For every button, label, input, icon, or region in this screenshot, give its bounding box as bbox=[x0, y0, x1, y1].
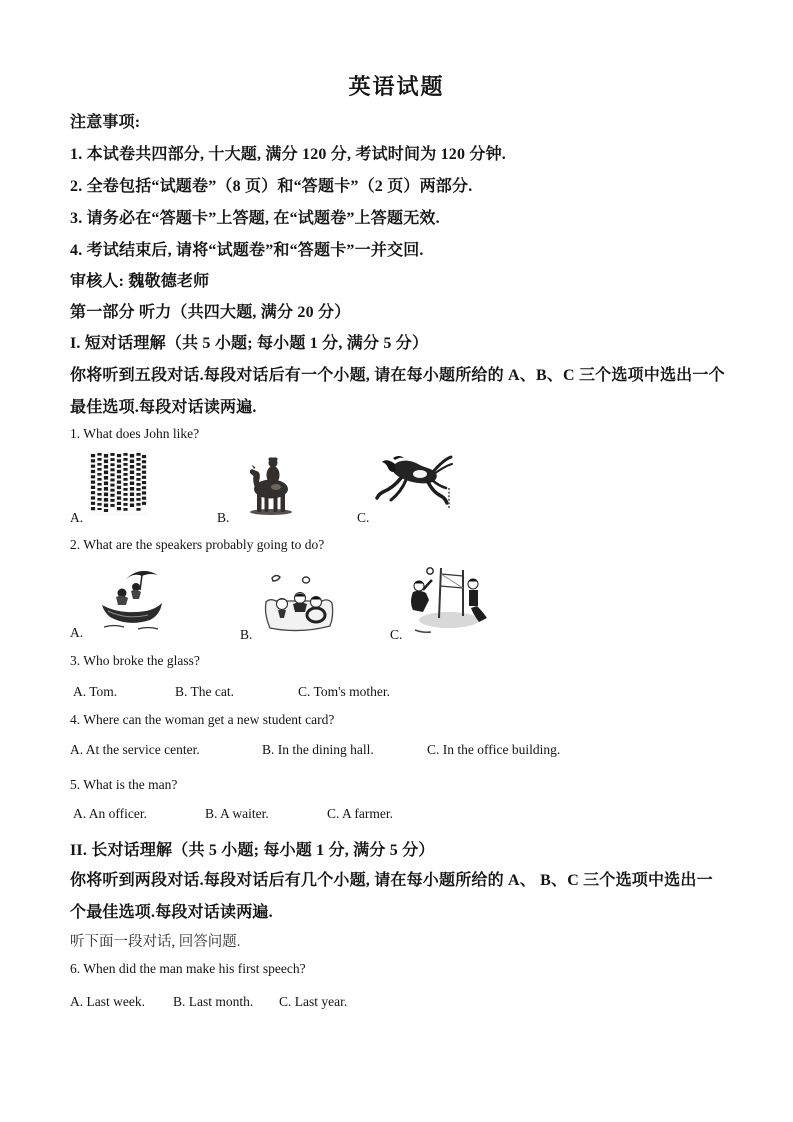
chinese-calligraphy-image bbox=[88, 450, 148, 516]
page-title: 英语试题 bbox=[348, 74, 445, 99]
question-1-picture-row bbox=[70, 448, 730, 538]
question-3-options bbox=[70, 684, 730, 702]
question-4-option-a: A. At the service center. bbox=[70, 742, 200, 757]
question-6-option-a: A. Last week. bbox=[70, 994, 145, 1009]
question-2-option-c-label: C. bbox=[390, 627, 403, 642]
question-3-text: 3. Who broke the glass? bbox=[70, 653, 200, 668]
question-4-options bbox=[70, 742, 730, 760]
question-3-option-c: C. Tom's mother. bbox=[298, 684, 390, 699]
section1-heading: I. 短对话理解（共 5 小题; 每小题 1 分, 满分 5 分） bbox=[70, 335, 429, 352]
question-1-text: 1. What does John like? bbox=[70, 426, 200, 441]
question-2-text: 2. What are the speakers probably going to do? bbox=[70, 537, 325, 552]
reviewer-line: 审核人: 魏敬德老师 bbox=[70, 273, 210, 290]
question-1-option-b-label: B. bbox=[217, 510, 230, 525]
question-3-option-a: A. Tom. bbox=[73, 684, 118, 699]
children-playing-volleyball-net-image bbox=[403, 556, 491, 638]
notice-item-4: 4. 考试结束后, 请将“试题卷”和“答题卡”一并交回. bbox=[70, 242, 424, 259]
question-3-option-b: B. The cat. bbox=[175, 684, 234, 699]
notice-item-3: 3. 请务必在“答题卡”上答题, 在“试题卷”上答题无效. bbox=[70, 210, 440, 227]
listen-dialogue-note: 听下面一段对话, 回答问题. bbox=[70, 934, 241, 950]
question-4-option-b: B. In the dining hall. bbox=[262, 742, 374, 757]
question-2-option-b-label: B. bbox=[240, 627, 253, 642]
question-5-option-a: A. An officer. bbox=[73, 806, 147, 821]
question-5-option-c: C. A farmer. bbox=[327, 806, 393, 821]
question-5-options bbox=[70, 806, 730, 824]
horse-and-rider-statue-image bbox=[242, 452, 300, 516]
part1-heading: 第一部分 听力（共四大题, 满分 20 分） bbox=[70, 304, 351, 321]
question-2-option-a-label: A. bbox=[70, 625, 84, 640]
notice-item-1: 1. 本试卷共四部分, 十大题, 满分 120 分, 考试时间为 120 分钟. bbox=[70, 146, 507, 163]
question-6-options bbox=[70, 994, 730, 1012]
question-6-option-c: C. Last year. bbox=[279, 994, 348, 1009]
notice-item-2: 2. 全卷包括“试题卷”（8 页）和“答题卡”（2 页）两部分. bbox=[70, 178, 473, 195]
question-4-option-c: C. In the office building. bbox=[427, 742, 561, 757]
question-5-text: 5. What is the man? bbox=[70, 777, 178, 792]
question-6-text: 6. When did the man make his first speech? bbox=[70, 961, 306, 976]
question-1-option-a-label: A. bbox=[70, 510, 84, 525]
section2-instructions-line2: 个最佳选项.每段对话读两遍. bbox=[70, 904, 273, 921]
section2-instructions-line1: 你将听到两段对话.每段对话后有几个小题, 请在每小题所给的 A、 B、C 三个选项中选出一 bbox=[70, 872, 713, 889]
boating-under-umbrella-image bbox=[98, 563, 168, 635]
section1-instructions-line1: 你将听到五段对话.每段对话后有一个小题, 请在每小题所给的 A、B、C 三个选项中选出一个 bbox=[70, 367, 725, 384]
question-1-option-c-label: C. bbox=[357, 510, 370, 525]
question-2-picture-row bbox=[70, 556, 730, 652]
children-swimming-image bbox=[260, 568, 338, 642]
section1-instructions-line2: 最佳选项.每段对话读两遍. bbox=[70, 399, 257, 416]
question-6-option-b: B. Last month. bbox=[173, 994, 254, 1009]
question-4-text: 4. Where can the woman get a new student card? bbox=[70, 712, 335, 727]
galloping-horse-ink-painting-image bbox=[373, 450, 453, 517]
section2-heading: II. 长对话理解（共 5 小题; 每小题 1 分, 满分 5 分） bbox=[70, 842, 435, 859]
question-5-option-b: B. A waiter. bbox=[205, 806, 269, 821]
notice-heading: 注意事项: bbox=[70, 114, 141, 131]
